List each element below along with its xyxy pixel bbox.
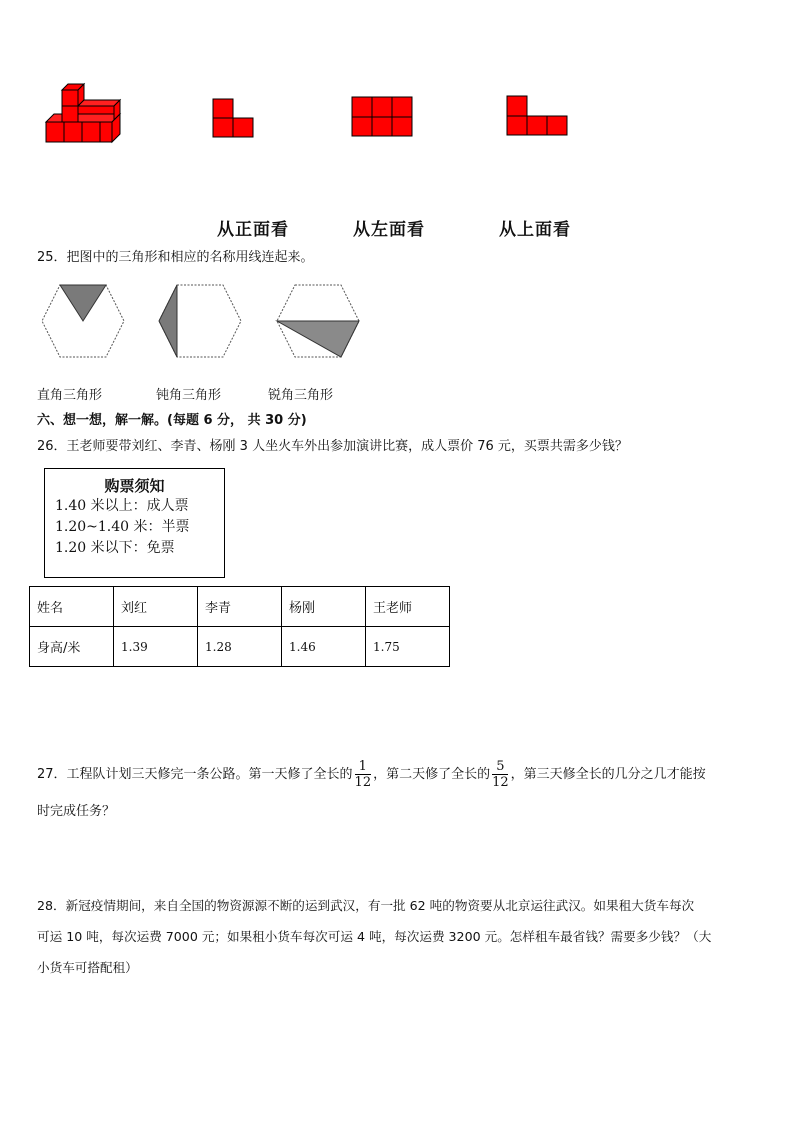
top-view-figure [505,94,569,138]
view-label-top: 从上面看 [499,220,571,240]
notice-line-half: 1.20~1.40 米：半票 [55,519,190,535]
fraction-denominator: 12 [354,775,372,790]
q27-text-part-3: ，第三天修全长的几分之几才能按 [510,767,706,782]
question-26: 26．王老师要带刘红、李青、杨刚 3 人坐火车外出参加演讲比赛，成人票价 76 元，买票共需多少钱？ [37,439,628,454]
notice-title: 购票须知 [104,477,165,495]
table-header-cell: 姓名 [30,587,114,627]
view-label-front: 从正面看 [217,220,289,240]
hexagon-figure-1 [38,283,128,359]
fraction-numerator: 5 [496,759,505,774]
table-cell: 1.75 [366,627,450,667]
front-view-figure [211,97,255,139]
table-cell: 1.46 [282,627,366,667]
fraction-numerator: 1 [358,759,367,774]
table-header-cell: 杨刚 [282,587,366,627]
left-view-figure [350,95,414,138]
question-27-line-2: 时完成任务？ [37,804,116,819]
question-28-line-2: 可运 10 吨，每次运费 7000 元；如果租小货车每次可运 4 吨，每次运费 3200 元。怎样租车最省钱？需要多少钱？（大 [37,929,712,944]
cube-stack-figure [40,82,130,148]
table-row [30,627,450,667]
ticket-notice-box [44,468,225,578]
table-cell: 身高/米 [30,627,114,667]
table-cell: 1.39 [114,627,198,667]
view-label-left: 从左面看 [353,220,425,240]
triangle-name-obtuse: 钝角三角形 [156,388,222,403]
table-header-cell: 李青 [198,587,282,627]
question-27-line-1 [37,755,706,795]
table-header-cell: 王老师 [366,587,450,627]
table-cell: 1.28 [198,627,282,667]
section-6-title: 六、想一想，解一解。(每题 6 分， 共 30 分) [37,413,307,428]
triangle-name-acute: 锐角三角形 [268,388,334,403]
fraction-one-twelfth [355,759,372,790]
question-28-line-1: 28．新冠疫情期间，来自全国的物资源源不断的运到武汉，有一批 62 吨的物资要从北京运往武汉。如果租大货车每次 [37,898,695,913]
question-28-line-3: 小货车可搭配租） [37,960,138,975]
question-25: 25．把图中的三角形和相应的名称用线连起来。 [37,250,314,265]
hexagon-figure-3 [273,283,363,359]
triangle-name-right: 直角三角形 [37,388,103,403]
table-row [30,587,450,627]
q27-text-part-2: ，第二天修了全长的 [373,767,491,782]
fraction-five-twelfths [492,759,509,790]
height-table [29,586,450,667]
notice-line-free: 1.20 米以下：免票 [55,540,175,556]
hexagon-figure-2 [155,283,245,359]
fraction-denominator: 12 [492,775,509,790]
q27-text-part-1: 27．工程队计划三天修完一条公路。第一天修了全长的 [37,767,353,782]
notice-line-adult: 1.40 米以上：成人票 [55,498,189,514]
table-header-cell: 刘红 [114,587,198,627]
